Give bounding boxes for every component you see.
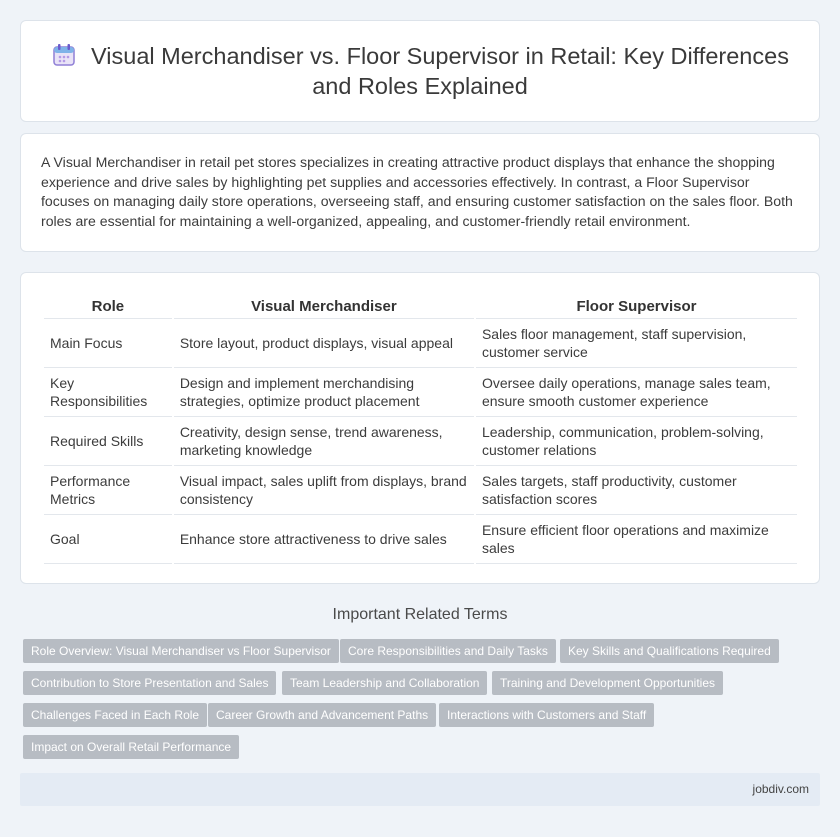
header-visual-merchandiser: Visual Merchandiser [174,293,474,319]
calendar-icon [51,42,77,68]
page-title-container [41,41,799,101]
related-term-tag[interactable]: Career Growth and Advancement Paths [208,703,436,727]
header-card [20,20,820,122]
comparison-card [20,272,820,584]
row-label: Key Responsibilities [44,368,172,417]
table-row [44,515,797,564]
footer-site-link[interactable]: jobdiv.com [752,782,809,796]
visual-merchandiser-cell: Enhance store attractiveness to drive sales [174,515,474,564]
related-term-tag[interactable]: Training and Development Opportunities [492,671,723,695]
comparison-table [42,293,799,564]
related-term-tag[interactable]: Core Responsibilities and Daily Tasks [340,639,556,663]
row-label: Main Focus [44,319,172,368]
visual-merchandiser-cell: Visual impact, sales uplift from displays, brand consistency [174,466,474,515]
table-header-row [44,293,797,319]
intro-paragraph: A Visual Merchandiser in retail pet stores specializes in creating attractive product displays that enhance the shopping experience and drive sales by highlighting pet supplies and accessories effectively. In contrast, a Floor Supervisor focuses on managing daily store operations, overseeing staff, and ensuring customer satisfaction on the sales floor. Both roles are essential for maintaining a well-organized, appealing, and customer-friendly retail environment. [41,154,793,229]
related-terms-title: Important Related Terms [332,606,508,623]
row-label: Performance Metrics [44,466,172,515]
visual-merchandiser-cell: Creativity, design sense, trend awareness, marketing knowledge [174,417,474,466]
table-row [44,417,797,466]
header-floor-supervisor: Floor Supervisor [476,293,797,319]
floor-supervisor-cell: Sales floor management, staff supervision, customer service [476,319,797,368]
floor-supervisor-cell: Oversee daily operations, manage sales team, ensure smooth customer experience [476,368,797,417]
row-label: Goal [44,515,172,564]
intro-card [20,133,820,252]
row-label: Required Skills [44,417,172,466]
related-term-tag[interactable]: Role Overview: Visual Merchandiser vs Floor Supervisor [23,639,339,663]
related-term-tag[interactable]: Impact on Overall Retail Performance [23,735,239,759]
visual-merchandiser-cell: Store layout, product displays, visual appeal [174,319,474,368]
floor-supervisor-cell: Ensure efficient floor operations and maximize sales [476,515,797,564]
visual-merchandiser-cell: Design and implement merchandising strategies, optimize product placement [174,368,474,417]
related-term-tag[interactable]: Interactions with Customers and Staff [439,703,654,727]
related-term-tag[interactable]: Key Skills and Qualifications Required [560,639,779,663]
floor-supervisor-cell: Leadership, communication, problem-solving, customer relations [476,417,797,466]
table-row [44,319,797,368]
related-term-tag[interactable]: Challenges Faced in Each Role [23,703,207,727]
table-row [44,466,797,515]
header-role: Role [44,293,172,319]
page-title: Visual Merchandiser vs. Floor Supervisor in Retail: Key Differences and Roles Explained [91,43,789,99]
related-term-tag[interactable]: Team Leadership and Collaboration [282,671,487,695]
related-term-tag[interactable]: Contribution to Store Presentation and Sales [23,671,276,695]
footer [20,773,820,806]
table-row [44,368,797,417]
floor-supervisor-cell: Sales targets, staff productivity, customer satisfaction scores [476,466,797,515]
